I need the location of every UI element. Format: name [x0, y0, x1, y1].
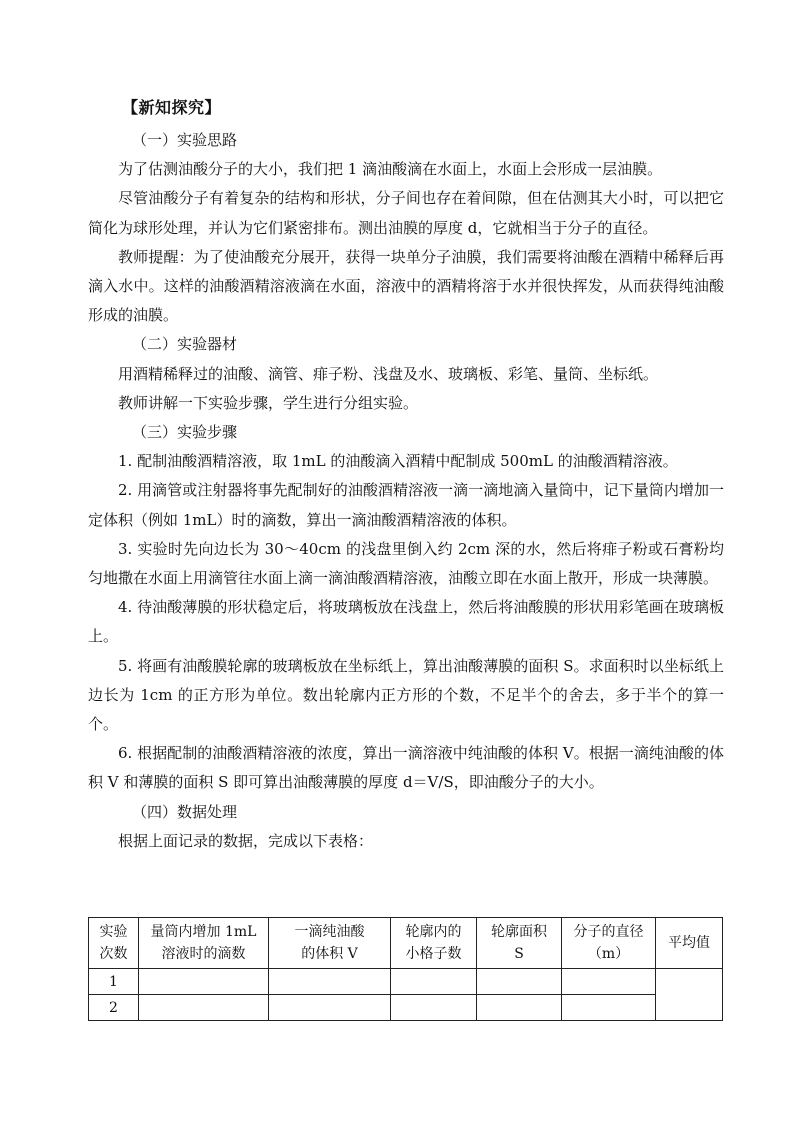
subsection-heading: （三）实验步骤 [132, 423, 238, 442]
table-cell[interactable] [139, 995, 269, 1021]
body-paragraph: 教师讲解一下实验步骤，学生进行分组实验。 [118, 393, 419, 412]
table-cell[interactable] [562, 995, 656, 1021]
data-table [88, 917, 723, 1021]
table-cell[interactable] [269, 969, 391, 995]
subsection-heading: （二）实验器材 [132, 335, 238, 354]
body-paragraph: 4. 待油酸薄膜的形状稳定后，将玻璃板放在浅盘上，然后将油酸膜的形状用彩笔画在玻璃板上。 [88, 598, 724, 646]
body-paragraph: 为了估测油酸分子的大小，我们把 1 滴油酸滴在水面上，水面上会形成一层油膜。 [118, 160, 663, 179]
table-header-text: 轮廓面积 [491, 924, 547, 940]
table-body [89, 969, 723, 1021]
body-paragraph: 3. 实验时先向边长为 30～40cm 的浅盘里倒入约 2cm 深的水，然后将痱子粉或石膏粉均匀地撒在水面上用滴管往水面上滴一滴油酸酒精溶液，油酸立即在水面上散开，形成一块薄膜。 [88, 539, 724, 588]
table-header-text: 小格子数 [405, 946, 462, 962]
table-header-text: 平均值 [668, 935, 710, 951]
trial-number-cell: 1 [89, 969, 139, 995]
table-cell[interactable] [269, 995, 391, 1021]
table-header-text: 量筒内增加 1mL [150, 924, 257, 940]
table-header-cell [89, 918, 139, 969]
table-header-cell [139, 918, 269, 969]
table-row [89, 969, 723, 995]
table-header-text: 的体积 V [301, 946, 358, 962]
body-paragraph: 教师提醒：为了使油酸充分展开，获得一块单分子油膜，我们需要将油酸在酒精中稀释后再滴入水中。这样的油酸酒精溶液滴在水面，溶液中的酒精将溶于水并很快挥发，从而获得纯油酸形成的油膜。 [88, 247, 724, 325]
table-header-row [89, 918, 723, 969]
body-paragraph: 根据上面记录的数据，完成以下表格： [118, 831, 374, 850]
table-header-cell [562, 918, 656, 969]
table-header-text: 一滴纯油酸 [294, 924, 365, 940]
average-value-cell[interactable] [656, 969, 723, 1021]
section-heading: 【新知探究】 [122, 98, 222, 117]
table-cell[interactable] [562, 969, 656, 995]
body-paragraph: 6. 根据配制的油酸酒精溶液的浓度，算出一滴溶液中纯油酸的体积 V。根据一滴纯油酸的体积 V 和薄膜的面积 S 即可算出油酸薄膜的厚度 d＝V/S，即油酸分子的大小。 [88, 744, 724, 792]
table-header-cell [269, 918, 391, 969]
table-header-text: （m） [587, 946, 630, 962]
table-cell[interactable] [477, 969, 562, 995]
body-paragraph: 1. 配制油酸酒精溶液，取 1mL 的油酸滴入酒精中配制成 500mL 的油酸酒精溶液。 [118, 452, 678, 471]
table-header-text: 轮廓内的 [405, 924, 462, 940]
table-cell[interactable] [477, 995, 562, 1021]
body-paragraph: 5. 将画有油酸膜轮廓的玻璃板放在坐标纸上，算出油酸薄膜的面积 S。求面积时以坐标纸上边长为 1cm 的正方形为单位。数出轮廓内正方形的个数，不足半个的舍去，多于半个的算一个。 [88, 656, 724, 734]
subsection-heading: （四）数据处理 [132, 802, 238, 821]
table-header-text: 实验 [99, 924, 128, 940]
document-page [88, 96, 724, 856]
table-header-cell [391, 918, 477, 969]
body-paragraph: 2. 用滴管或注射器将事先配制好的油酸酒精溶液一滴一滴地滴入量筒中，记下量筒内增加一定体积（例如 1mL）时的滴数，算出一滴油酸酒精溶液的体积。 [88, 481, 724, 529]
table-header-cell [477, 918, 562, 969]
body-paragraph: 尽管油酸分子有着复杂的结构和形状，分子间也存在着间隙，但在估测其大小时，可以把它简化为球形处理，并认为它们紧密排布。测出油膜的厚度 d，它就相当于分子的直径。 [88, 189, 724, 237]
table-header-text: 次数 [99, 946, 128, 962]
table-row [89, 995, 723, 1021]
table-header-cell [656, 918, 723, 969]
trial-number-cell: 2 [89, 995, 139, 1021]
body-paragraph: 用酒精稀释过的油酸、滴管、痱子粉、浅盘及水、玻璃板、彩笔、量筒、坐标纸。 [118, 364, 659, 383]
table-cell[interactable] [139, 969, 269, 995]
table-cell[interactable] [391, 969, 477, 995]
table-cell[interactable] [391, 995, 477, 1021]
table-header-text: S [514, 946, 524, 962]
table-header-text: 分子的直径 [573, 924, 644, 940]
table-header-text: 溶液时的滴数 [161, 946, 246, 962]
paragraph-list [88, 126, 724, 856]
subsection-heading: （一）实验思路 [132, 131, 238, 149]
